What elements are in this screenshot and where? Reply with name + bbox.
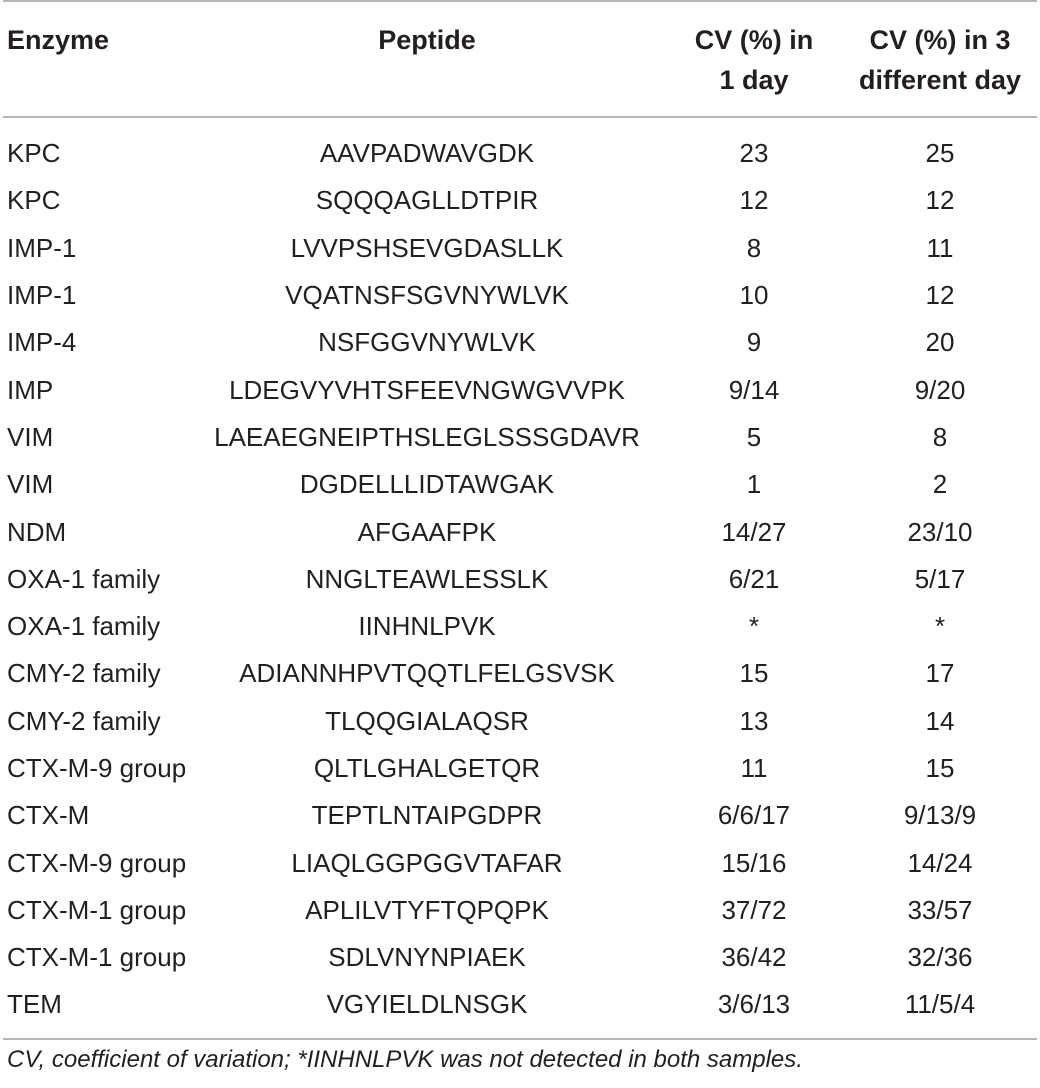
table-row	[3, 508, 1037, 555]
peptide-cell: DGDELLLIDTAWGAK	[299, 469, 555, 500]
peptide-cell: APLILVTYFTQPQPK	[305, 894, 549, 925]
enzyme-cell: CTX-M-9 group	[7, 847, 187, 878]
enzyme-cell: CTX-M	[7, 800, 90, 831]
cv-3day-cell: 17	[925, 658, 955, 689]
peptide-cell: NNGLTEAWLESSLK	[305, 563, 549, 594]
table-row	[3, 225, 1037, 272]
table-body	[3, 117, 1037, 1029]
cv-3day-cell: 9/13/9	[903, 800, 977, 831]
cv-1day-cell: 15	[739, 658, 769, 689]
cv-3day-cell: 5/17	[914, 563, 966, 594]
table-row	[3, 792, 1037, 839]
peptide-cell: TLQQGIALAQSR	[325, 705, 529, 736]
enzyme-cell: CMY-2 family	[7, 658, 161, 689]
enzyme-cell: IMP-1	[7, 280, 77, 311]
cv-3day-cell: 11/5/4	[904, 989, 976, 1020]
cv-3day-cell: 12	[925, 280, 955, 311]
cv-3day-cell: 8	[932, 421, 948, 452]
table-row	[3, 650, 1037, 697]
header-enzyme-label: Enzyme	[7, 25, 110, 55]
cv-1day-cell: 1	[746, 469, 762, 500]
peptide-cell: LVVPSHSEVGDASLLK	[290, 232, 564, 263]
peptide-cell: AAVPADWAVGDK	[319, 138, 535, 169]
peptide-cell: ADIANNHPVTQQTLFELGSVSK	[239, 658, 615, 689]
cv-3day-cell: *	[934, 611, 946, 642]
enzyme-cell: NDM	[7, 516, 67, 547]
cv-3day-cell: 25	[925, 138, 955, 169]
peptide-cell: NSFGGVNYWLVK	[318, 327, 536, 358]
enzyme-cell: IMP-1	[7, 232, 77, 263]
cv-3day-cell: 32/36	[907, 942, 973, 973]
cv-1day-cell: 6/6/17	[717, 800, 791, 831]
enzyme-cell: IMP	[7, 374, 54, 405]
header-cv-3day-line1: CV (%) in 3	[869, 25, 1011, 55]
enzyme-cell: KPC	[7, 185, 61, 216]
cv-1day-cell: 3/6/13	[717, 989, 791, 1020]
table-row	[3, 934, 1037, 981]
header-cv-1day-line2: 1 day	[719, 65, 789, 95]
table-row	[3, 556, 1037, 603]
enzyme-cell: IMP-4	[7, 327, 77, 358]
table-row	[3, 887, 1037, 934]
table-row	[3, 461, 1037, 508]
enzyme-cell: TEM	[7, 989, 62, 1020]
footnote: CV, coefficient of variation; *IINHNLPVK was not detected in both samples.	[7, 1046, 803, 1073]
cv-3day-cell: 11	[926, 232, 954, 263]
cv-1day-cell: 10	[739, 280, 769, 311]
header-row	[3, 1, 1037, 117]
enzyme-cell: VIM	[7, 421, 54, 452]
table-row	[3, 981, 1037, 1028]
cv-table	[3, 0, 1037, 1029]
header-cv-1day-line1: CV (%) in	[694, 25, 814, 55]
peptide-cell: AFGAAFPK	[357, 516, 497, 547]
enzyme-cell: OXA-1 family	[7, 563, 161, 594]
enzyme-cell: VIM	[7, 469, 54, 500]
cv-1day-cell: 37/72	[721, 894, 787, 925]
cv-3day-cell: 33/57	[907, 894, 973, 925]
peptide-cell: LAEAEGNEIPTHSLEGLSSSGDAVR	[214, 421, 640, 452]
table-row	[3, 414, 1037, 461]
cv-1day-cell: 12	[739, 185, 769, 216]
cv-3day-cell: 2	[932, 469, 948, 500]
table-row	[3, 603, 1037, 650]
cv-3day-cell: 14	[925, 705, 955, 736]
header-peptide	[189, 1, 665, 117]
cv-3day-cell: 15	[925, 753, 955, 783]
cv-1day-cell: 5	[746, 421, 762, 452]
peptide-cell: SDLVNYNPIAEK	[328, 942, 526, 973]
enzyme-cell: KPC	[7, 138, 61, 169]
enzyme-cell: CTX-M-1 group	[7, 894, 187, 925]
header-cv-3day	[843, 1, 1037, 117]
cv-3day-cell: 14/24	[907, 847, 973, 878]
enzyme-cell: OXA-1 family	[7, 611, 161, 642]
table-row	[3, 272, 1037, 319]
peptide-cell: LDEGVYVHTSFEEVNGWGVVPK	[229, 374, 625, 405]
cv-1day-cell: 8	[746, 232, 762, 263]
header-enzyme	[3, 1, 189, 117]
table-row	[3, 177, 1037, 224]
table-header	[3, 1, 1037, 117]
table-row	[3, 839, 1037, 886]
table-row	[3, 745, 1037, 792]
cv-1day-cell: 14/27	[721, 516, 787, 547]
cv-1day-cell: 11	[740, 753, 768, 783]
peptide-cell: VGYIELDLNSGK	[326, 989, 528, 1020]
header-cv-1day	[665, 1, 843, 117]
cv-1day-cell: 9/14	[728, 374, 780, 405]
enzyme-cell: CTX-M-9 group	[7, 753, 187, 783]
footnote-divider	[3, 1038, 1037, 1040]
peptide-cell: VQATNSFSGVNYWLVK	[285, 280, 569, 311]
cv-1day-cell: 6/21	[728, 563, 780, 594]
header-cv-3day-line2: different day	[858, 65, 1022, 95]
table-row	[3, 117, 1037, 177]
cv-1day-cell: 13	[739, 705, 769, 736]
peptide-cell: IINHNLPVK	[358, 611, 496, 642]
table-row	[3, 319, 1037, 366]
cv-3day-cell: 12	[925, 185, 955, 216]
cv-1day-cell: 36/42	[721, 942, 787, 973]
cv-1day-cell: 15/16	[721, 847, 787, 878]
cv-3day-cell: 20	[925, 327, 955, 358]
cv-1day-cell: 23	[739, 138, 769, 169]
cv-3day-cell: 9/20	[914, 374, 966, 405]
peptide-cell: TEPTLNTAIPGDPR	[311, 800, 543, 831]
peptide-cell: QLTLGHALGETQR	[313, 753, 541, 783]
peptide-cell: SQQQAGLLDTPIR	[315, 185, 539, 216]
cv-3day-cell: 23/10	[907, 516, 973, 547]
enzyme-cell: CTX-M-1 group	[7, 942, 187, 973]
cv-1day-cell: *	[748, 611, 760, 642]
header-peptide-label: Peptide	[378, 25, 476, 55]
cv-1day-cell: 9	[746, 327, 762, 358]
table-row	[3, 698, 1037, 745]
enzyme-cell: CMY-2 family	[7, 705, 161, 736]
table-row	[3, 366, 1037, 413]
peptide-cell: LIAQLGGPGGVTAFAR	[291, 847, 563, 878]
